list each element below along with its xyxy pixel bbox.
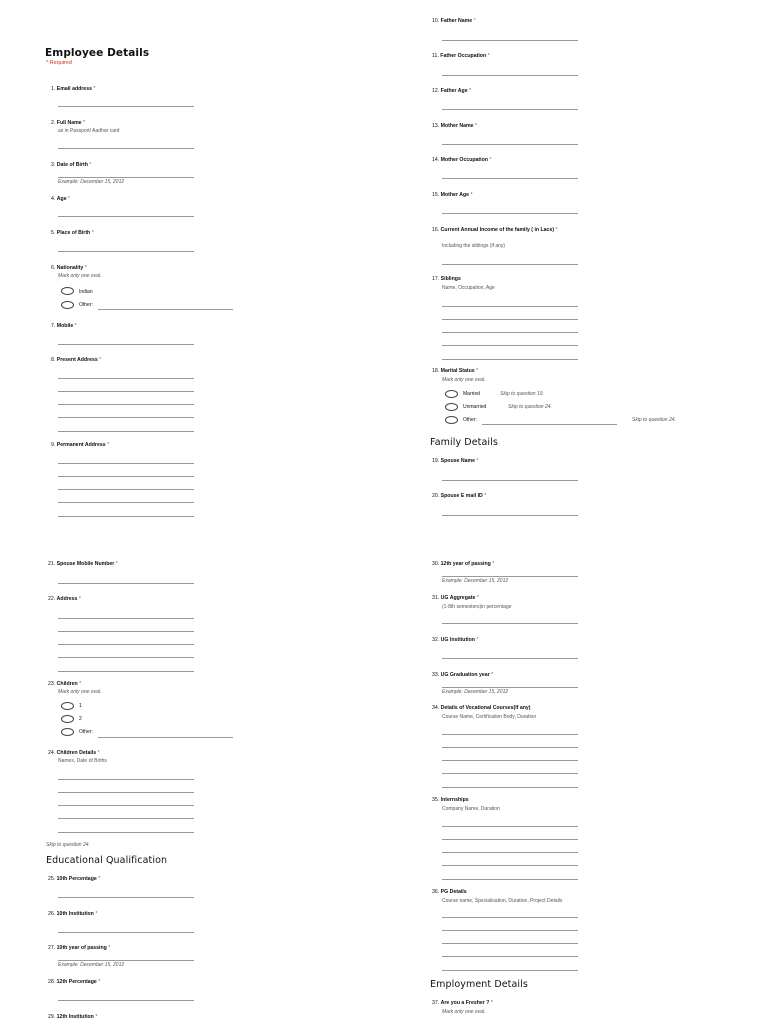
twelfth-year-field[interactable] [442, 576, 578, 577]
vocational-courses-line[interactable] [442, 747, 578, 748]
question-6-label: 6. Nationality * [51, 265, 87, 271]
question-26-label: 26. 10th Institution * [48, 911, 98, 917]
question-24-label: 24. Children Details * [48, 750, 100, 756]
question-27-label: 27. 10th year of passing * [48, 945, 111, 951]
pg-details-line[interactable] [442, 917, 578, 918]
permanent-address-line[interactable] [58, 476, 194, 477]
father-occupation-field[interactable] [442, 75, 578, 76]
form-page-4 [384, 512, 768, 1024]
question-37-label: 37. Are you a Fresher ? * [432, 1000, 493, 1006]
mother-occupation-field[interactable] [442, 178, 578, 179]
question-31-help: (1-8th semesters)in percentage [442, 604, 512, 610]
radio-children-1[interactable] [61, 702, 74, 710]
question-30-label: 30. 12th year of passing * [432, 561, 495, 567]
radio-children-2[interactable] [61, 715, 74, 723]
internships-line[interactable] [442, 839, 578, 840]
marital-other-field[interactable] [482, 424, 617, 425]
spouse-name-field[interactable] [442, 480, 578, 481]
permanent-address-line[interactable] [58, 463, 194, 464]
address-line[interactable] [58, 644, 194, 645]
ug-institution-field[interactable] [442, 658, 578, 659]
question-25-label: 25. 10th Percentage * [48, 876, 101, 882]
question-24-help: Names, Date of Births [58, 758, 107, 764]
mark-one-note: Mark only one oval. [58, 689, 102, 695]
question-29-label: 29. 12th Institution * [48, 1014, 98, 1020]
form-page-2 [384, 0, 768, 512]
ug-aggregate-field[interactable] [442, 623, 578, 624]
question-10-label: 10. Father Name * [432, 18, 476, 24]
question-9-label: 9. Permanent Address * [51, 442, 110, 448]
radio-other[interactable] [61, 728, 74, 736]
tenth-year-field[interactable] [58, 960, 194, 961]
children-details-line[interactable] [58, 805, 194, 806]
question-15-label: 15. Mother Age * [432, 192, 473, 198]
siblings-line[interactable] [442, 306, 578, 307]
present-address-line[interactable] [58, 431, 194, 432]
question-17-help: Name, Occupation, Age [442, 285, 495, 291]
skip-note: Skip to question 24. [46, 842, 90, 848]
radio-indian[interactable] [61, 287, 74, 295]
children-details-line[interactable] [58, 818, 194, 819]
present-address-line[interactable] [58, 404, 194, 405]
siblings-line[interactable] [442, 319, 578, 320]
vocational-courses-line[interactable] [442, 787, 578, 788]
question-20-label: 20. Spouse E mail ID * [432, 493, 487, 499]
question-2-label: 2. Full Name * [51, 120, 86, 126]
email-field[interactable] [58, 106, 194, 107]
mark-one-note: Mark only one oval. [442, 1009, 486, 1015]
skip-note: Skip to question 24. [508, 404, 552, 410]
question-36-label: 36. PG Details [432, 889, 467, 895]
mark-one-note: Mark only one oval. [58, 273, 102, 279]
permanent-address-line[interactable] [58, 502, 194, 503]
ug-graduation-year-field[interactable] [442, 687, 578, 688]
radio-unmarried[interactable] [445, 403, 458, 411]
vocational-courses-line[interactable] [442, 734, 578, 735]
present-address-line[interactable] [58, 378, 194, 379]
internships-line[interactable] [442, 826, 578, 827]
question-14-label: 14. Mother Occupation * [432, 157, 492, 163]
twelfth-percentage-field[interactable] [58, 1000, 194, 1001]
family-income-field[interactable] [442, 264, 578, 265]
mother-age-field[interactable] [442, 213, 578, 214]
age-field[interactable] [58, 216, 194, 217]
question-22-label: 22. Address * [48, 596, 81, 602]
address-line[interactable] [58, 631, 194, 632]
question-17-label: 17. Siblings [432, 276, 461, 282]
question-16-label: 16. Current Annual Income of the family ( in Lacs) * [432, 227, 558, 233]
skip-note: Skip to question 19. [500, 391, 544, 397]
internships-line[interactable] [442, 879, 578, 880]
address-line[interactable] [58, 671, 194, 672]
question-35-label: 35. Internships [432, 797, 469, 803]
question-2-help: as in Passport/ Aadhar card [58, 128, 120, 134]
siblings-line[interactable] [442, 359, 578, 360]
option-other-label: Other: [463, 417, 477, 423]
pg-details-line[interactable] [442, 943, 578, 944]
radio-married[interactable] [445, 390, 458, 398]
father-age-field[interactable] [442, 109, 578, 110]
question-28-label: 28. 12th Percentage * [48, 979, 101, 985]
children-details-line[interactable] [58, 832, 194, 833]
spouse-mobile-field[interactable] [58, 583, 194, 584]
section-educational-qualification: Educational Qualification [46, 855, 168, 866]
question-4-label: 4. Age * [51, 196, 71, 202]
question-18-label: 18. Marital Status * [432, 368, 479, 374]
nationality-other-field[interactable] [98, 309, 233, 310]
question-7-label: 7. Mobile * [51, 323, 77, 329]
tenth-institution-field[interactable] [58, 932, 194, 933]
question-31-label: 31. UG Aggregate * [432, 595, 479, 601]
radio-other[interactable] [445, 416, 458, 424]
form-page-3 [0, 512, 384, 1024]
vocational-courses-line[interactable] [442, 760, 578, 761]
pg-details-line[interactable] [442, 970, 578, 971]
form-title: Employee Details [45, 47, 150, 59]
question-34-help: Course Name, Certification Body, Duration [442, 714, 537, 720]
siblings-line[interactable] [442, 345, 578, 346]
date-example: Example: December 15, 2012 [442, 689, 509, 695]
siblings-line[interactable] [442, 332, 578, 333]
address-line[interactable] [58, 657, 194, 658]
form-page-1 [0, 0, 384, 512]
question-21-label: 21. Spouse Mobile Number * [48, 561, 118, 567]
question-33-label: 33. UG Graduation year * [432, 672, 494, 678]
mobile-field[interactable] [58, 344, 194, 345]
question-11-label: 11. Father Occupation * [432, 53, 490, 59]
question-8-label: 8. Present Address * [51, 357, 102, 363]
question-35-help: Company Name, Duration [442, 806, 500, 812]
section-family-details: Family Details [430, 437, 498, 448]
vocational-courses-line[interactable] [442, 773, 578, 774]
full-name-field[interactable] [58, 148, 194, 149]
option-unmarried-label: Unmarried [463, 404, 487, 410]
internships-line[interactable] [442, 852, 578, 853]
present-address-line[interactable] [58, 417, 194, 418]
date-example: Example: December 15, 2012 [58, 179, 125, 185]
children-details-line[interactable] [58, 792, 194, 793]
permanent-address-line[interactable] [58, 489, 194, 490]
question-13-label: 13. Mother Name * [432, 123, 478, 129]
question-19-label: 19. Spouse Name * [432, 458, 479, 464]
mother-name-field[interactable] [442, 144, 578, 145]
skip-note: Skip to question 24. [632, 417, 676, 423]
children-details-line[interactable] [58, 779, 194, 780]
question-36-help: Course name, Specialisation, Duration, Project Details [442, 898, 563, 904]
internships-line[interactable] [442, 865, 578, 866]
question-32-label: 32. UG Institution * [432, 637, 479, 643]
radio-other[interactable] [61, 301, 74, 309]
address-line[interactable] [58, 618, 194, 619]
pg-details-line[interactable] [442, 930, 578, 931]
question-3-label: 3. Date of Birth * [51, 162, 92, 168]
father-name-field[interactable] [442, 40, 578, 41]
children-other-field[interactable] [98, 737, 233, 738]
required-note: * Required [46, 60, 72, 66]
mark-one-note: Mark only one oval. [442, 377, 486, 383]
section-employment-details: Employment Details [430, 979, 528, 990]
question-23-label: 23. Children * [48, 681, 82, 687]
place-of-birth-field[interactable] [58, 251, 194, 252]
pg-details-line[interactable] [442, 956, 578, 957]
question-5-label: 5. Place of Birth * [51, 230, 94, 236]
option-2-label: 2 [79, 716, 82, 722]
present-address-line[interactable] [58, 391, 194, 392]
option-indian-label: Indian [79, 289, 93, 295]
date-example: Example: December 15, 2012 [442, 578, 509, 584]
date-of-birth-field[interactable] [58, 177, 194, 178]
option-married-label: Married [463, 391, 480, 397]
date-example: Example: December 15, 2012 [58, 962, 125, 968]
question-16-help: Including the siblings (if any) [442, 243, 506, 249]
question-1-label: 1. Email address * [51, 86, 96, 92]
option-other-label: Other: [79, 729, 93, 735]
option-1-label: 1 [79, 703, 82, 709]
question-12-label: 12. Father Age * [432, 88, 472, 94]
option-other-label: Other: [79, 302, 93, 308]
tenth-percentage-field[interactable] [58, 897, 194, 898]
question-34-label: 34. Details of Vocational Courses(If any) [432, 705, 531, 711]
